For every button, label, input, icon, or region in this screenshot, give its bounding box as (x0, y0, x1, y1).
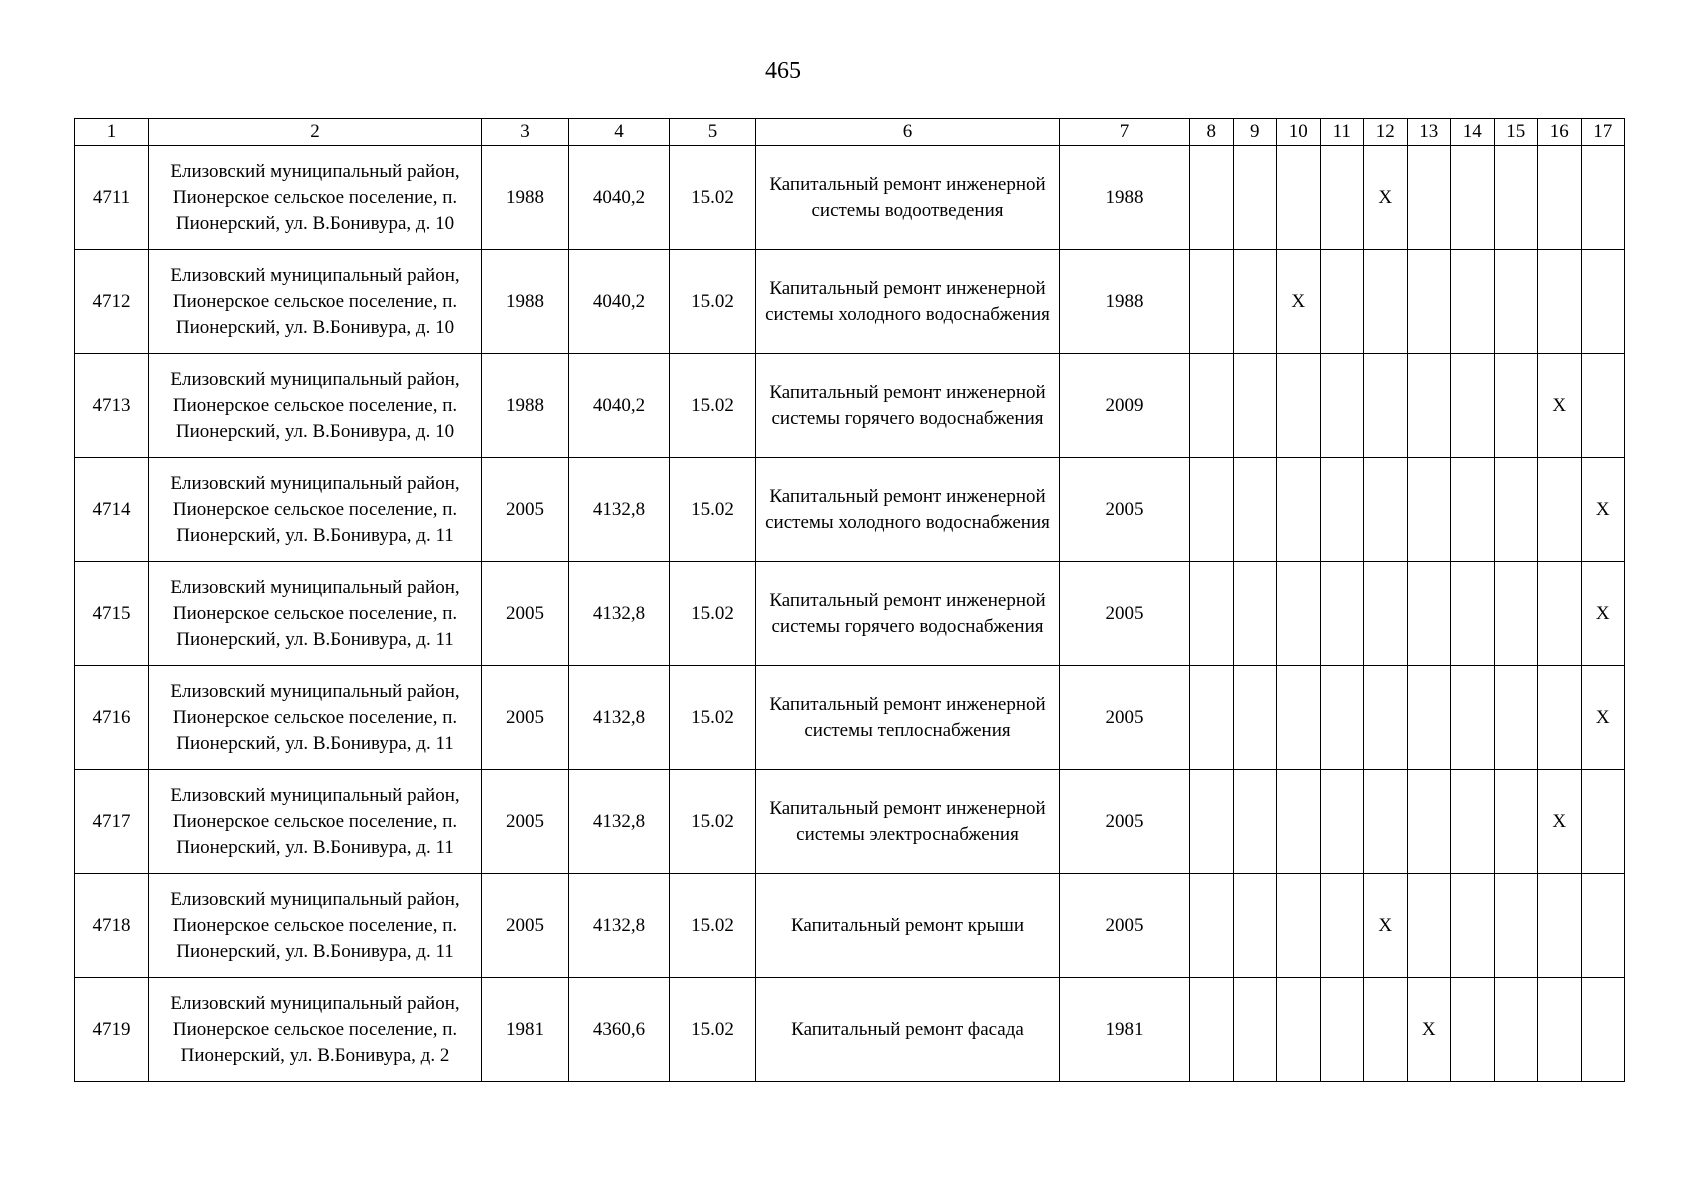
mark-cell-col-15 (1494, 770, 1538, 874)
mark-cell-col-8 (1190, 562, 1234, 666)
column-header: 10 (1277, 119, 1321, 146)
mark-cell-col-12: X (1364, 874, 1408, 978)
mark-cell-col-8 (1190, 770, 1234, 874)
work-year-cell: 2009 (1060, 354, 1190, 458)
column-header: 14 (1451, 119, 1495, 146)
mark-cell-col-14 (1451, 978, 1495, 1082)
build-year-cell: 2005 (482, 770, 569, 874)
mark-cell-col-12 (1364, 770, 1408, 874)
mark-cell-col-13 (1407, 250, 1451, 354)
mark-cell-col-17: X (1581, 666, 1625, 770)
column-header: 12 (1364, 119, 1408, 146)
mark-cell-col-10 (1277, 666, 1321, 770)
build-year-cell: 2005 (482, 562, 569, 666)
code-cell: 15.02 (670, 250, 756, 354)
mark-cell-col-15 (1494, 874, 1538, 978)
mark-cell-col-14 (1451, 250, 1495, 354)
mark-cell-col-9 (1233, 874, 1277, 978)
table-row (75, 562, 1625, 666)
work-type-cell: Капитальный ремонт фасада (756, 978, 1060, 1082)
mark-cell-col-17 (1581, 354, 1625, 458)
work-type-cell: Капитальный ремонт инженерной системы горячего водоснабжения (756, 354, 1060, 458)
area-cell: 4132,8 (569, 666, 670, 770)
address-cell: Елизовский муниципальный район, Пионерское сельское поселение, п. Пионерский, ул. В.Бонивура, д. 11 (149, 458, 482, 562)
mark-cell-col-8 (1190, 874, 1234, 978)
row-number-cell: 4718 (75, 874, 149, 978)
work-year-cell: 2005 (1060, 458, 1190, 562)
mark-cell-col-9 (1233, 146, 1277, 250)
mark-cell-col-17: X (1581, 562, 1625, 666)
code-cell: 15.02 (670, 770, 756, 874)
mark-cell-col-10 (1277, 874, 1321, 978)
work-type-cell: Капитальный ремонт инженерной системы горячего водоснабжения (756, 562, 1060, 666)
mark-cell-col-12 (1364, 666, 1408, 770)
table-row (75, 978, 1625, 1082)
area-cell: 4040,2 (569, 146, 670, 250)
mark-cell-col-14 (1451, 562, 1495, 666)
row-number-cell: 4712 (75, 250, 149, 354)
mark-cell-col-15 (1494, 562, 1538, 666)
column-header: 2 (149, 119, 482, 146)
mark-cell-col-8 (1190, 666, 1234, 770)
work-type-cell: Капитальный ремонт инженерной системы электроснабжения (756, 770, 1060, 874)
mark-cell-col-12 (1364, 562, 1408, 666)
mark-cell-col-16 (1538, 562, 1582, 666)
mark-cell-col-10 (1277, 770, 1321, 874)
row-number-cell: 4719 (75, 978, 149, 1082)
mark-cell-col-11 (1320, 146, 1364, 250)
work-year-cell: 1988 (1060, 146, 1190, 250)
mark-cell-col-12: X (1364, 146, 1408, 250)
area-cell: 4132,8 (569, 562, 670, 666)
area-cell: 4132,8 (569, 458, 670, 562)
mark-cell-col-8 (1190, 250, 1234, 354)
mark-cell-col-11 (1320, 666, 1364, 770)
column-header: 13 (1407, 119, 1451, 146)
mark-cell-col-11 (1320, 978, 1364, 1082)
row-number-cell: 4711 (75, 146, 149, 250)
work-type-cell: Капитальный ремонт крыши (756, 874, 1060, 978)
table-row (75, 458, 1625, 562)
mark-cell-col-16 (1538, 458, 1582, 562)
area-cell: 4132,8 (569, 874, 670, 978)
mark-cell-col-13 (1407, 354, 1451, 458)
work-year-cell: 2005 (1060, 666, 1190, 770)
mark-cell-col-14 (1451, 770, 1495, 874)
row-number-cell: 4716 (75, 666, 149, 770)
mark-cell-col-13 (1407, 146, 1451, 250)
column-header: 5 (670, 119, 756, 146)
mark-cell-col-13 (1407, 874, 1451, 978)
area-cell: 4360,6 (569, 978, 670, 1082)
page-number: 465 (765, 58, 801, 84)
row-number-cell: 4714 (75, 458, 149, 562)
mark-cell-col-12 (1364, 354, 1408, 458)
table-row (75, 666, 1625, 770)
row-number-cell: 4715 (75, 562, 149, 666)
table-row (75, 874, 1625, 978)
mark-cell-col-11 (1320, 458, 1364, 562)
build-year-cell: 1981 (482, 978, 569, 1082)
mark-cell-col-9 (1233, 250, 1277, 354)
column-header: 16 (1538, 119, 1582, 146)
mark-cell-col-10 (1277, 146, 1321, 250)
code-cell: 15.02 (670, 146, 756, 250)
mark-cell-col-14 (1451, 354, 1495, 458)
mark-cell-col-14 (1451, 874, 1495, 978)
work-type-cell: Капитальный ремонт инженерной системы холодного водоснабжения (756, 458, 1060, 562)
work-type-cell: Капитальный ремонт инженерной системы холодного водоснабжения (756, 250, 1060, 354)
mark-cell-col-10 (1277, 458, 1321, 562)
work-year-cell: 1981 (1060, 978, 1190, 1082)
column-number-header-row (75, 119, 1625, 146)
column-header: 15 (1494, 119, 1538, 146)
work-year-cell: 2005 (1060, 770, 1190, 874)
address-cell: Елизовский муниципальный район, Пионерское сельское поселение, п. Пионерский, ул. В.Бонивура, д. 11 (149, 874, 482, 978)
mark-cell-col-11 (1320, 562, 1364, 666)
mark-cell-col-16 (1538, 978, 1582, 1082)
address-cell: Елизовский муниципальный район, Пионерское сельское поселение, п. Пионерский, ул. В.Бонивура, д. 10 (149, 250, 482, 354)
mark-cell-col-10 (1277, 978, 1321, 1082)
address-cell: Елизовский муниципальный район, Пионерское сельское поселение, п. Пионерский, ул. В.Бонивура, д. 10 (149, 146, 482, 250)
code-cell: 15.02 (670, 874, 756, 978)
mark-cell-col-17 (1581, 250, 1625, 354)
mark-cell-col-15 (1494, 666, 1538, 770)
mark-cell-col-10 (1277, 354, 1321, 458)
work-type-cell: Капитальный ремонт инженерной системы теплоснабжения (756, 666, 1060, 770)
mark-cell-col-8 (1190, 978, 1234, 1082)
mark-cell-col-9 (1233, 666, 1277, 770)
address-cell: Елизовский муниципальный район, Пионерское сельское поселение, п. Пионерский, ул. В.Бонивура, д. 10 (149, 354, 482, 458)
build-year-cell: 1988 (482, 354, 569, 458)
mark-cell-col-17 (1581, 146, 1625, 250)
column-header: 7 (1060, 119, 1190, 146)
build-year-cell: 2005 (482, 874, 569, 978)
address-cell: Елизовский муниципальный район, Пионерское сельское поселение, п. Пионерский, ул. В.Бонивура, д. 11 (149, 562, 482, 666)
mark-cell-col-10: X (1277, 250, 1321, 354)
mark-cell-col-13 (1407, 666, 1451, 770)
work-year-cell: 2005 (1060, 562, 1190, 666)
column-header: 1 (75, 119, 149, 146)
mark-cell-col-11 (1320, 874, 1364, 978)
build-year-cell: 1988 (482, 146, 569, 250)
address-cell: Елизовский муниципальный район, Пионерское сельское поселение, п. Пионерский, ул. В.Бонивура, д. 2 (149, 978, 482, 1082)
area-cell: 4132,8 (569, 770, 670, 874)
mark-cell-col-13 (1407, 562, 1451, 666)
mark-cell-col-9 (1233, 562, 1277, 666)
mark-cell-col-12 (1364, 250, 1408, 354)
mark-cell-col-10 (1277, 562, 1321, 666)
build-year-cell: 1988 (482, 250, 569, 354)
column-header: 9 (1233, 119, 1277, 146)
mark-cell-col-13: X (1407, 978, 1451, 1082)
mark-cell-col-16: X (1538, 354, 1582, 458)
area-cell: 4040,2 (569, 354, 670, 458)
table-row (75, 146, 1625, 250)
address-cell: Елизовский муниципальный район, Пионерское сельское поселение, п. Пионерский, ул. В.Бонивура, д. 11 (149, 770, 482, 874)
mark-cell-col-16: X (1538, 770, 1582, 874)
column-header: 8 (1190, 119, 1234, 146)
row-number-cell: 4717 (75, 770, 149, 874)
mark-cell-col-13 (1407, 770, 1451, 874)
code-cell: 15.02 (670, 458, 756, 562)
mark-cell-col-11 (1320, 770, 1364, 874)
mark-cell-col-16 (1538, 666, 1582, 770)
mark-cell-col-9 (1233, 978, 1277, 1082)
mark-cell-col-11 (1320, 354, 1364, 458)
repair-registry-table (74, 118, 1625, 1082)
code-cell: 15.02 (670, 978, 756, 1082)
mark-cell-col-16 (1538, 874, 1582, 978)
mark-cell-col-8 (1190, 458, 1234, 562)
mark-cell-col-15 (1494, 250, 1538, 354)
mark-cell-col-17: X (1581, 458, 1625, 562)
mark-cell-col-9 (1233, 770, 1277, 874)
work-year-cell: 2005 (1060, 874, 1190, 978)
mark-cell-col-15 (1494, 458, 1538, 562)
mark-cell-col-9 (1233, 458, 1277, 562)
table-body (75, 146, 1625, 1082)
build-year-cell: 2005 (482, 666, 569, 770)
column-header: 6 (756, 119, 1060, 146)
mark-cell-col-12 (1364, 458, 1408, 562)
mark-cell-col-17 (1581, 978, 1625, 1082)
table-row (75, 770, 1625, 874)
area-cell: 4040,2 (569, 250, 670, 354)
work-year-cell: 1988 (1060, 250, 1190, 354)
mark-cell-col-12 (1364, 978, 1408, 1082)
column-header: 4 (569, 119, 670, 146)
mark-cell-col-14 (1451, 146, 1495, 250)
code-cell: 15.02 (670, 666, 756, 770)
mark-cell-col-9 (1233, 354, 1277, 458)
code-cell: 15.02 (670, 562, 756, 666)
table-row (75, 250, 1625, 354)
mark-cell-col-14 (1451, 666, 1495, 770)
mark-cell-col-17 (1581, 874, 1625, 978)
mark-cell-col-11 (1320, 250, 1364, 354)
mark-cell-col-15 (1494, 354, 1538, 458)
table-row (75, 354, 1625, 458)
mark-cell-col-17 (1581, 770, 1625, 874)
mark-cell-col-14 (1451, 458, 1495, 562)
row-number-cell: 4713 (75, 354, 149, 458)
mark-cell-col-16 (1538, 250, 1582, 354)
code-cell: 15.02 (670, 354, 756, 458)
build-year-cell: 2005 (482, 458, 569, 562)
mark-cell-col-16 (1538, 146, 1582, 250)
column-header: 17 (1581, 119, 1625, 146)
column-header: 11 (1320, 119, 1364, 146)
work-type-cell: Капитальный ремонт инженерной системы водоотведения (756, 146, 1060, 250)
mark-cell-col-15 (1494, 978, 1538, 1082)
mark-cell-col-13 (1407, 458, 1451, 562)
mark-cell-col-8 (1190, 354, 1234, 458)
column-header: 3 (482, 119, 569, 146)
mark-cell-col-8 (1190, 146, 1234, 250)
mark-cell-col-15 (1494, 146, 1538, 250)
address-cell: Елизовский муниципальный район, Пионерское сельское поселение, п. Пионерский, ул. В.Бонивура, д. 11 (149, 666, 482, 770)
